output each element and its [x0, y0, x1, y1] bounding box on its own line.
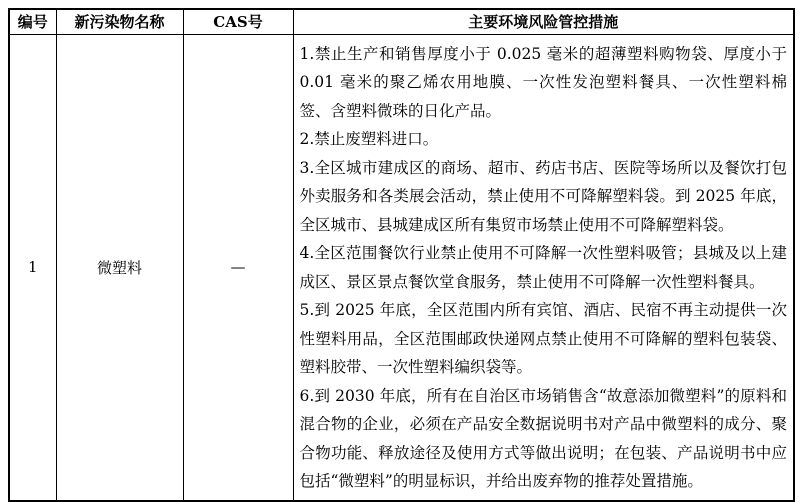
header-cell-cas-number: CAS号	[183, 9, 293, 34]
measure-paragraph-6: 6.到 2030 年底，所有在自治区市场销售含“故意添加微塑料”的原料和混合物的企业，必须在产品安全数据说明书对产品中微塑料的成分、聚合物功能、释放途径及使用方式等做出说明；在包装、产品说明书中应包括“微塑料”的明显标识，并给出废弃物的推荐处置措施。	[299, 386, 787, 490]
header-cell-pollutant-name: 新污染物名称	[56, 9, 183, 34]
measure-paragraph-2: 2.禁止废塑料进口。	[299, 130, 439, 148]
measure-paragraph-5: 5.到 2025 年底，全区范围内所有宾馆、酒店、民宿不再主动提供一次性塑料用品，全区范围邮政快递网点禁止使用不可降解的塑料包装袋、塑料胶带、一次性塑料编织袋等。	[299, 301, 787, 376]
header-cell-id: 编号	[9, 9, 56, 34]
header-cell-measures: 主要环境风险管控措施	[293, 9, 794, 34]
cell-cas-number: —	[183, 34, 293, 501]
document-page	[8, 8, 793, 502]
cell-row-id: 1	[9, 34, 56, 501]
measure-paragraph-1: 1.禁止生产和销售厚度小于 0.025 毫米的超薄塑料购物袋、厚度小于 0.01 毫米的聚乙烯农用地膜、一次性发泡塑料餐具、一次性塑料棉签、含塑料微珠的日化产品。	[299, 44, 787, 120]
cell-pollutant-name: 微塑料	[56, 34, 183, 501]
cell-measures	[293, 34, 794, 501]
pollutant-measures-table	[8, 8, 795, 502]
measure-paragraph-3: 3.全区城市建成区的商场、超市、药店书店、医院等场所以及餐饮打包外卖服务和各类展会活动，禁止使用不可降解塑料袋。到 2025 年底，全区城市、县城建成区所有集贸市场禁止使用不可降解塑料袋。	[299, 158, 787, 234]
table-row	[9, 34, 794, 501]
measure-paragraph-4: 4.全区范围餐饮行业禁止使用不可降解一次性塑料吸管；县城及以上建成区、景区景点餐饮堂食服务，禁止使用不可降解一次性塑料餐具。	[299, 244, 787, 291]
header-row	[9, 9, 794, 34]
